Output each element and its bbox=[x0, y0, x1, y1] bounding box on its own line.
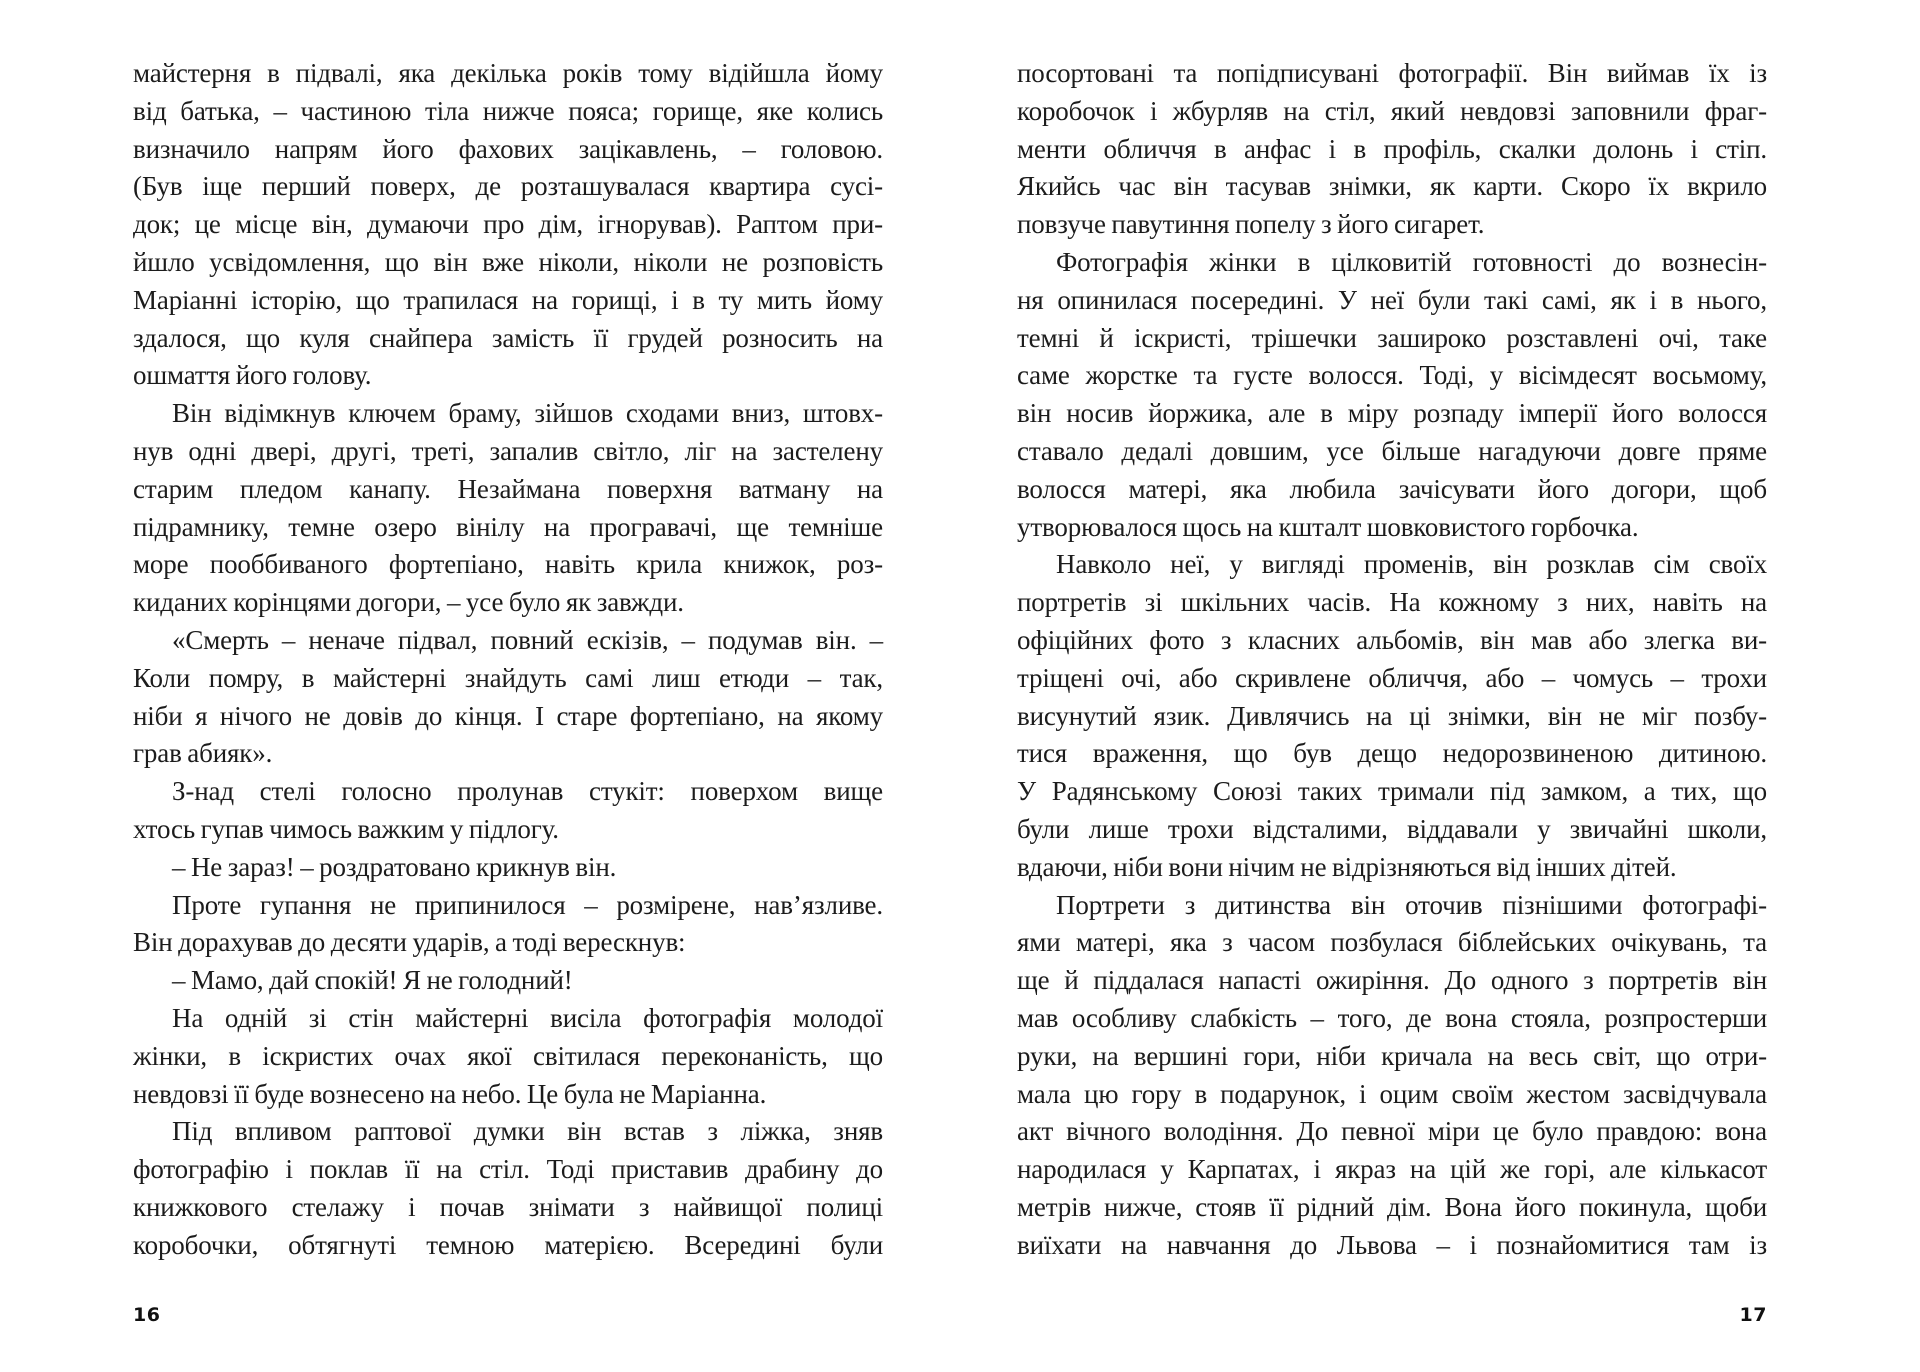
text-line: волосся матері, яка любила зачісувати його догори, щоб bbox=[1017, 473, 1767, 504]
text-line: були лише трохи відсталими, віддавали у звичайні школи, bbox=[1017, 813, 1767, 844]
text-line: Під впливом раптової думки він встав з ліжка, зняв bbox=[172, 1116, 883, 1147]
text-line: темні й іскристі, трішечки зашироко розставлені очі, таке bbox=[1017, 322, 1767, 353]
text-line: ще й піддалася напасті ожиріння. До одного з портретів він bbox=[1017, 965, 1767, 996]
right-page-text bbox=[1017, 55, 1767, 1265]
text-line: менти обличчя в анфас і в профіль, скалки долонь і стіп. bbox=[1017, 133, 1767, 164]
text-line: посортовані та попідписувані фотографії. Він виймав їх із bbox=[1017, 58, 1767, 88]
text-line: На одній зі стін майстерні висіла фотографія молодої bbox=[172, 1002, 883, 1033]
text-line: книжкового стелажу і почав знімати з найвищої полиці bbox=[133, 1191, 883, 1222]
page-number-left: 16 bbox=[133, 1304, 161, 1326]
text-line: визначило напрям його фахових зацікавлень, – головою. bbox=[133, 133, 883, 164]
text-line: тися враження, що був дещо недорозвиненою дитиною. bbox=[1017, 738, 1767, 769]
text-line: – Мамо, дай спокій! Я не голодний! bbox=[172, 965, 573, 996]
text-line: «Смерть – неначе підвал, повний ескізів, – подумав він. – bbox=[172, 624, 883, 655]
text-line: море пооббиваного фортепіано, навіть крила книжок, роз- bbox=[133, 549, 883, 580]
left-page bbox=[133, 0, 883, 1372]
text-line: Фотографія жінки в цілковитій готовності до вознесін- bbox=[1056, 246, 1767, 277]
text-line: йшло усвідомлення, що він вже ніколи, ніколи не розповість bbox=[133, 246, 883, 277]
text-line: Портрети з дитинства він оточив пізнішими фотографі- bbox=[1056, 889, 1767, 920]
text-line: грав абияк». bbox=[133, 738, 273, 769]
text-line: док; це місце він, думаючи про дім, ігнорував). Раптом при- bbox=[133, 209, 883, 240]
text-line: акт вічного володіння. До певної міри це було правдою: вона bbox=[1017, 1116, 1767, 1147]
text-line: підрамнику, темне озеро вінілу на програвачі, ще темніше bbox=[133, 511, 883, 542]
text-line: висунутий язик. Дивлячись на ці знімки, він не міг позбу- bbox=[1017, 700, 1767, 731]
text-line: руки, на вершині гори, ніби кричала на весь світ, що отри- bbox=[1017, 1040, 1767, 1071]
text-line: він носив йоржика, але в міру розпаду імперії його волосся bbox=[1017, 398, 1767, 429]
text-line: Коли помру, в майстерні знайдуть самі лиш етюди – так, bbox=[133, 662, 883, 693]
text-line: фотографію і поклав її на стіл. Тоді приставив драбину до bbox=[133, 1154, 883, 1185]
text-line: вдаючи, ніби вони нічим не відрізняються від інших дітей. bbox=[1017, 851, 1677, 882]
text-line: утворювалося щось на кшталт шовковистого горбочка. bbox=[1017, 511, 1639, 542]
text-line: З-над стелі голосно пролунав стукіт: поверхом вище bbox=[172, 776, 883, 807]
right-page bbox=[1017, 0, 1767, 1372]
text-line: здалося, що куля снайпера замість її грудей розносить на bbox=[133, 322, 883, 353]
text-line: У Радянському Союзі таких тримали під замком, а тих, що bbox=[1017, 776, 1767, 807]
text-line: мав особливу слабкість – того, де вона стояла, розпростерши bbox=[1017, 1002, 1767, 1033]
text-line: ніби я нічого не довів до кінця. І старе фортепіано, на якому bbox=[133, 700, 883, 731]
text-line: ошмаття його голову. bbox=[133, 360, 372, 391]
text-line: (Був іще перший поверх, де розташувалася квартира сусі- bbox=[133, 171, 883, 202]
text-line: Якийсь час він тасував знімки, як карти. Скоро їх вкрило bbox=[1017, 171, 1767, 202]
text-line: ня опинилася посередині. У неї були такі самі, як і в нього, bbox=[1017, 284, 1767, 315]
text-line: тріщені очі, або скривлене обличчя, або – чомусь – трохи bbox=[1017, 662, 1767, 693]
text-line: саме жорстке та густе волосся. Тоді, у вісімдесят восьмому, bbox=[1017, 360, 1767, 391]
text-line: киданих корінцями догори, – усе було як завжди. bbox=[133, 587, 684, 618]
text-line: офіційних фото з класних альбомів, він мав або злегка ви- bbox=[1017, 624, 1767, 655]
text-line: невдовзі її буде вознесено на небо. Це була не Маріанна. bbox=[133, 1078, 767, 1109]
text-line: виїхати на навчання до Львова – і познайомитися там із bbox=[1017, 1229, 1767, 1260]
text-line: – Не зараз! – роздратовано крикнув він. bbox=[172, 851, 617, 882]
text-line: від батька, – частиною тіла нижче пояса; горище, яке колись bbox=[133, 95, 883, 126]
text-line: коробочок і жбурляв на стіл, який невдовзі заповнили фраг- bbox=[1017, 95, 1767, 126]
text-line: Проте гупання не припинилося – розмірене, нав’язливе. bbox=[172, 889, 883, 920]
text-line: народилася у Карпатах, і якраз на цій же горі, але кількасот bbox=[1017, 1154, 1767, 1185]
text-line: метрів нижче, стояв її рідний дім. Вона його покинула, щоби bbox=[1017, 1191, 1767, 1222]
text-line: ями матері, яка з часом позбулася біблейських очікувань, та bbox=[1017, 927, 1767, 958]
text-line: коробочки, обтягнуті темною матерією. Всередині були bbox=[133, 1229, 883, 1260]
text-line: хтось гупав чимось важким у підлогу. bbox=[133, 813, 559, 844]
text-line: мала цю гору в подарунок, і оцим своїм жестом засвідчувала bbox=[1017, 1078, 1767, 1109]
text-line: портретів зі шкільних часів. На кожному з них, навіть на bbox=[1017, 587, 1767, 618]
left-page-text bbox=[133, 55, 883, 1265]
text-line: Маріанні історію, що трапилася на горищі, і в ту мить йому bbox=[133, 284, 883, 315]
text-line: ставало дедалі довшим, усе більше нагадуючи довге пряме bbox=[1017, 435, 1767, 466]
text-line: старим пледом канапу. Незаймана поверхня ватману на bbox=[133, 473, 883, 504]
text-line: жінки, в іскристих очах якої світилася переконаність, що bbox=[133, 1040, 883, 1071]
text-line: Він відімкнув ключем браму, зійшов сходами вниз, штовх- bbox=[172, 398, 883, 429]
text-line: нув одні двері, другі, треті, запалив світло, ліг на застелену bbox=[133, 435, 883, 466]
text-line: Навколо неї, у вигляді променів, він розклав сім своїх bbox=[1056, 549, 1767, 580]
text-line: Він дорахував до десяти ударів, а тоді верескнув: bbox=[133, 927, 686, 958]
book-gutter bbox=[959, 0, 961, 1372]
text-line: повзуче павутиння попелу з його сигарет. bbox=[1017, 209, 1485, 240]
text-line: майстерня в підвалі, яка декілька років тому відійшла йому bbox=[133, 58, 883, 88]
page-number-right: 17 bbox=[1739, 1304, 1767, 1326]
